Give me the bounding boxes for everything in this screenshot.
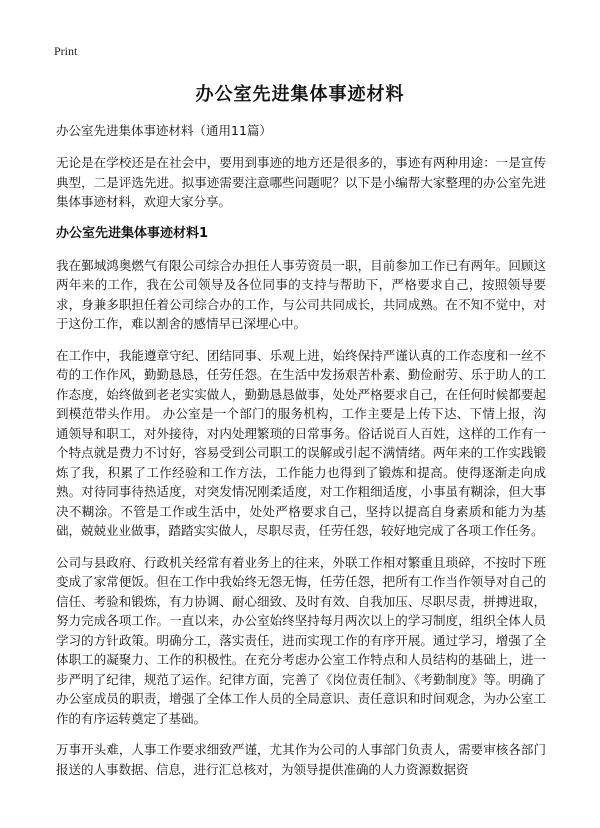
body-paragraph: 万事开头难，人事工作要求细致严谨，尤其作为公司的人事部门负责人，需要审核各部门报送的人事数据、信息，进行汇总核对，为领导提供准确的人力资源数据资 <box>56 742 546 777</box>
document-body <box>56 122 546 791</box>
document-subtitle: 办公室先进集体事迹材料（通用11篇） <box>56 123 272 138</box>
section-heading: 办公室先进集体事迹材料1 <box>56 225 209 241</box>
document-title: 办公室先进集体事迹材料 <box>195 84 405 105</box>
print-label: Print <box>54 44 78 58</box>
body-paragraph: 公司与县政府、行政机关经常有着业务上的往来，外联工作相对繁重且琐碎，不按时下班变成了家常便饭。但在工作中我始终无怨无悔，任劳任怨，把所有工作当作领导对自己的信任、考验和锻炼，有力协调、耐心细致、及时有效、自我加压、尽职尽责，拼搏进取，努力完成各项工作。一直以来，办公室始终坚持每月两次以上的学习制度，组织全体人员学习的方针政策。明确分工，落实责任，进而实现工作的有序开展。通过学习，增强了全体职工的凝聚力、工作的积极性。在充分考虑办公室工作特点和人员结构的基础上，进一步严明了纪律，规范了运作。纪律方面，完善了《岗位责任制》、《考勤制度》等。明确了办公室成员的职责，增强了全体工作人员的全局意识、责任意识和时间观念，为办公室工作的有序运转奠定了基础。 <box>56 554 546 726</box>
body-paragraph: 我在鄞城鸿奥燃气有限公司综合办担任人事劳资员一职，目前参加工作已有两年。回顾这两年来的工作，我在公司领导及各位同事的支持与帮助下，严格要求自己，按照领导要求，身兼多职担任着公司综合办的工作，与公司共同成长，共同成熟。在不知不觉中，对于这份工作，难以割舍的感情早已深埋心中。 <box>56 257 546 331</box>
intro-paragraph: 无论是在学校还是在社会中，要用到事迹的地方还是很多的，事迹有两种用途：一是宣传典型，二是评选先进。拟事迹需要注意哪些问题呢？以下是小编帮大家整理的办公室先进集体事迹材料，欢迎大家分享。 <box>56 155 546 209</box>
body-paragraph: 在工作中，我能遵章守纪、团结同事、乐观上进，始终保持严谨认真的工作态度和一丝不苟的工作作风，勤勤恳恳，任劳任怨。在生活中发扬艰苦朴素、勤俭耐劳、乐于助人的工作态度，始终做到老老实实做人，勤勤恳恳做事，处处严格要求自己，在任何时候都要起到模范带头作用。 办公室是一个部门的服务机构，工作主要是上传下达、下情上报，沟通领导和职工，对外接待，对内处理繁琐的日常事务。俗话说百人百姓，这样的工作有一个特点就是费力不讨好，容易受到公司职工的误解或引起不满情绪。两年来的工作实践锻炼了我，积累了工作经验和工作方法，工作能力也得到了锻炼和提高。使得逐渐走向成熟。对待同事待热适度，对突发情况刚柔适度，对工作粗细适度，小事虽有糊涂，但大事决不糊涂。不管是工作或生活中，处处严格要求自己，坚持以提高自身素质和能力为基础，兢兢业业做事，踏踏实实做人，尽职尽责，任劳任怨，较好地完成了各项工作任务。 <box>56 347 546 538</box>
